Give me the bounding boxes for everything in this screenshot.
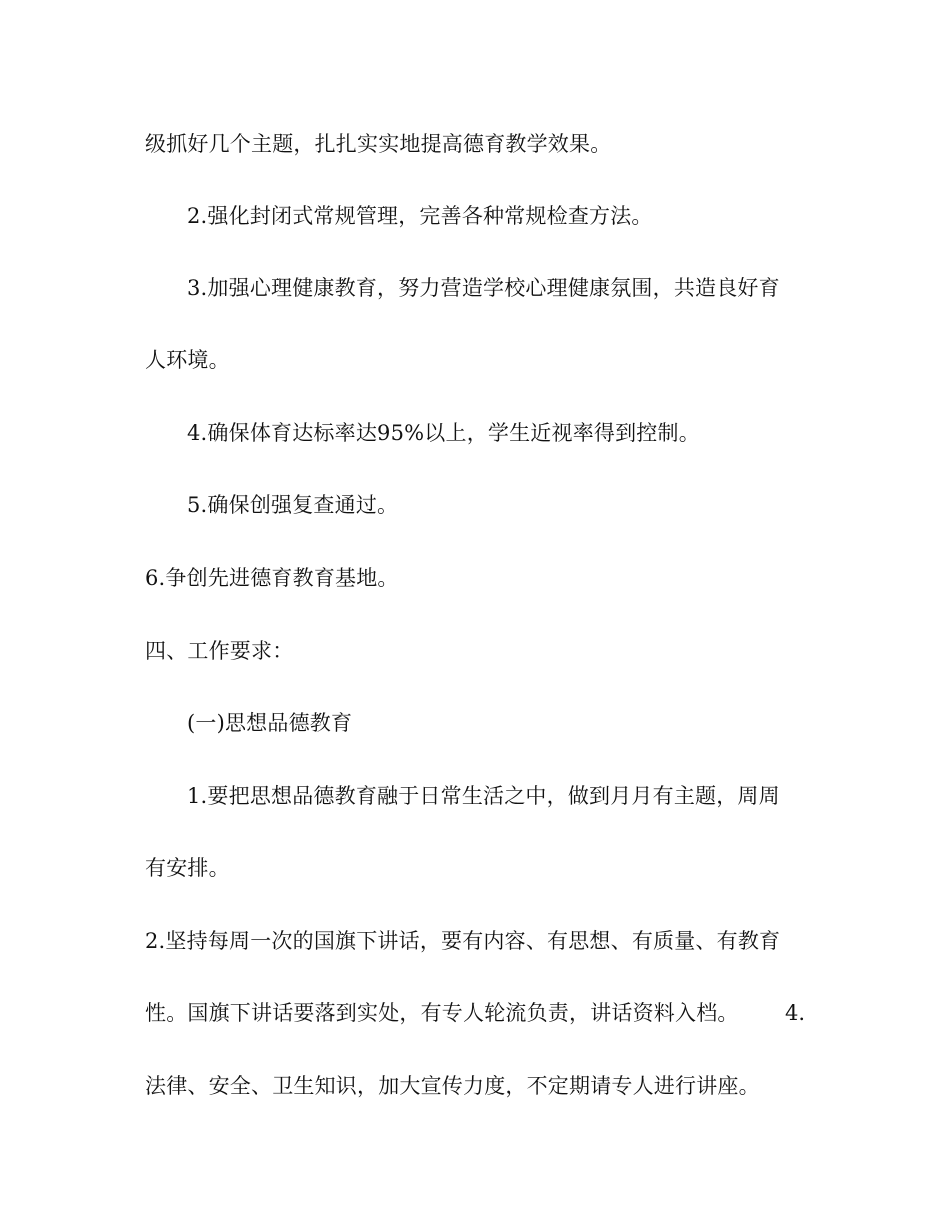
text-line-13: 性。国旗下讲话要落到实处，有专人轮流负责，讲话资料入档。 bbox=[145, 1001, 739, 1025]
text-line-10: 1.要把思想品德教育融于日常生活之中，做到月月有主题，周周 bbox=[187, 784, 780, 808]
section-heading: 四、工作要求： bbox=[145, 639, 294, 663]
text-line-4: 人环境。 bbox=[145, 348, 230, 372]
text-line-2: 2.强化封闭式常规管理，完善各种常规检查方法。 bbox=[187, 204, 653, 228]
text-line-12: 2.坚持每周一次的国旗下讲话，要有内容、有思想、有质量、有教育 bbox=[145, 929, 781, 953]
subsection-heading: (一)思想品德教育 bbox=[187, 711, 353, 735]
trailing-number: 4. bbox=[785, 1001, 806, 1025]
text-line-6: 5.确保创强复查通过。 bbox=[187, 493, 399, 517]
text-line-7: 6.争创先进德育教育基地。 bbox=[145, 566, 399, 590]
text-line-3: 3.加强心理健康教育，努力营造学校心理健康氛围，共造良好育 bbox=[187, 276, 780, 300]
text-line-14: 法律、安全、卫生知识，加大宣传力度，不定期请专人进行讲座。 bbox=[145, 1074, 760, 1098]
text-line-5: 4.确保体育达标率达95%以上，学生近视率得到控制。 bbox=[187, 421, 700, 445]
text-line-1: 级抓好几个主题，扎扎实实地提高德育教学效果。 bbox=[145, 132, 612, 156]
text-line-11: 有安排。 bbox=[145, 856, 230, 880]
